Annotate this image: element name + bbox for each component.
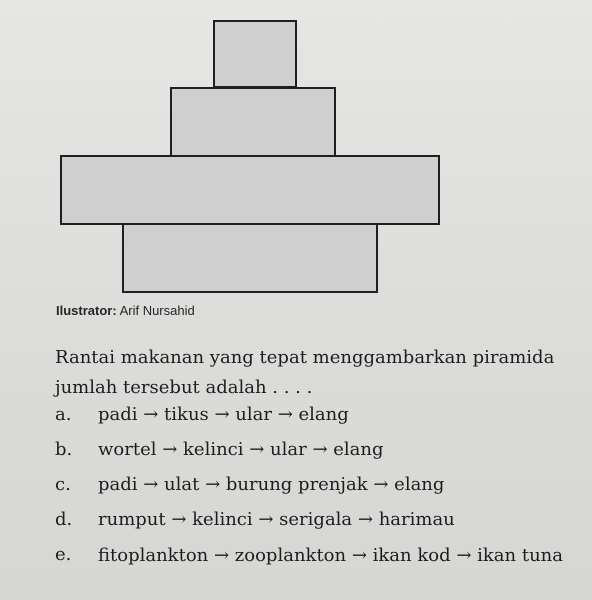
option-letter: a. — [55, 404, 72, 425]
option-letter: e. — [55, 544, 72, 565]
option-text: rumput → kelinci → serigala → harimau — [98, 509, 455, 530]
option-text: fitoplankton → zooplankton → ikan kod → ikan tuna — [98, 545, 563, 566]
pyramid-level-wide — [60, 155, 440, 225]
illustrator-credit — [56, 303, 195, 318]
option-letter: c. — [55, 474, 71, 495]
option-letter: d. — [55, 509, 73, 530]
pyramid-level-top — [213, 20, 297, 88]
option-c[interactable] — [55, 470, 585, 505]
option-e[interactable] — [55, 540, 585, 600]
pyramid-level-bottom — [122, 223, 378, 293]
option-text: padi → tikus → ular → elang — [98, 404, 349, 425]
option-text: padi → ulat → burung prenjak → elang — [98, 474, 445, 495]
pyramid-level-upper — [170, 87, 336, 157]
illustrator-label: Ilustrator: — [56, 303, 117, 318]
option-a[interactable] — [55, 400, 585, 435]
answer-options — [55, 400, 585, 600]
option-text: wortel → kelinci → ular → elang — [98, 439, 384, 460]
illustrator-name: Arif Nursahid — [119, 303, 195, 318]
option-b[interactable] — [55, 435, 585, 470]
option-letter: b. — [55, 439, 73, 460]
question-text: Rantai makanan yang tepat menggambarkan piramida jumlah tersebut adalah . . . . — [55, 347, 555, 398]
option-d[interactable] — [55, 505, 585, 540]
